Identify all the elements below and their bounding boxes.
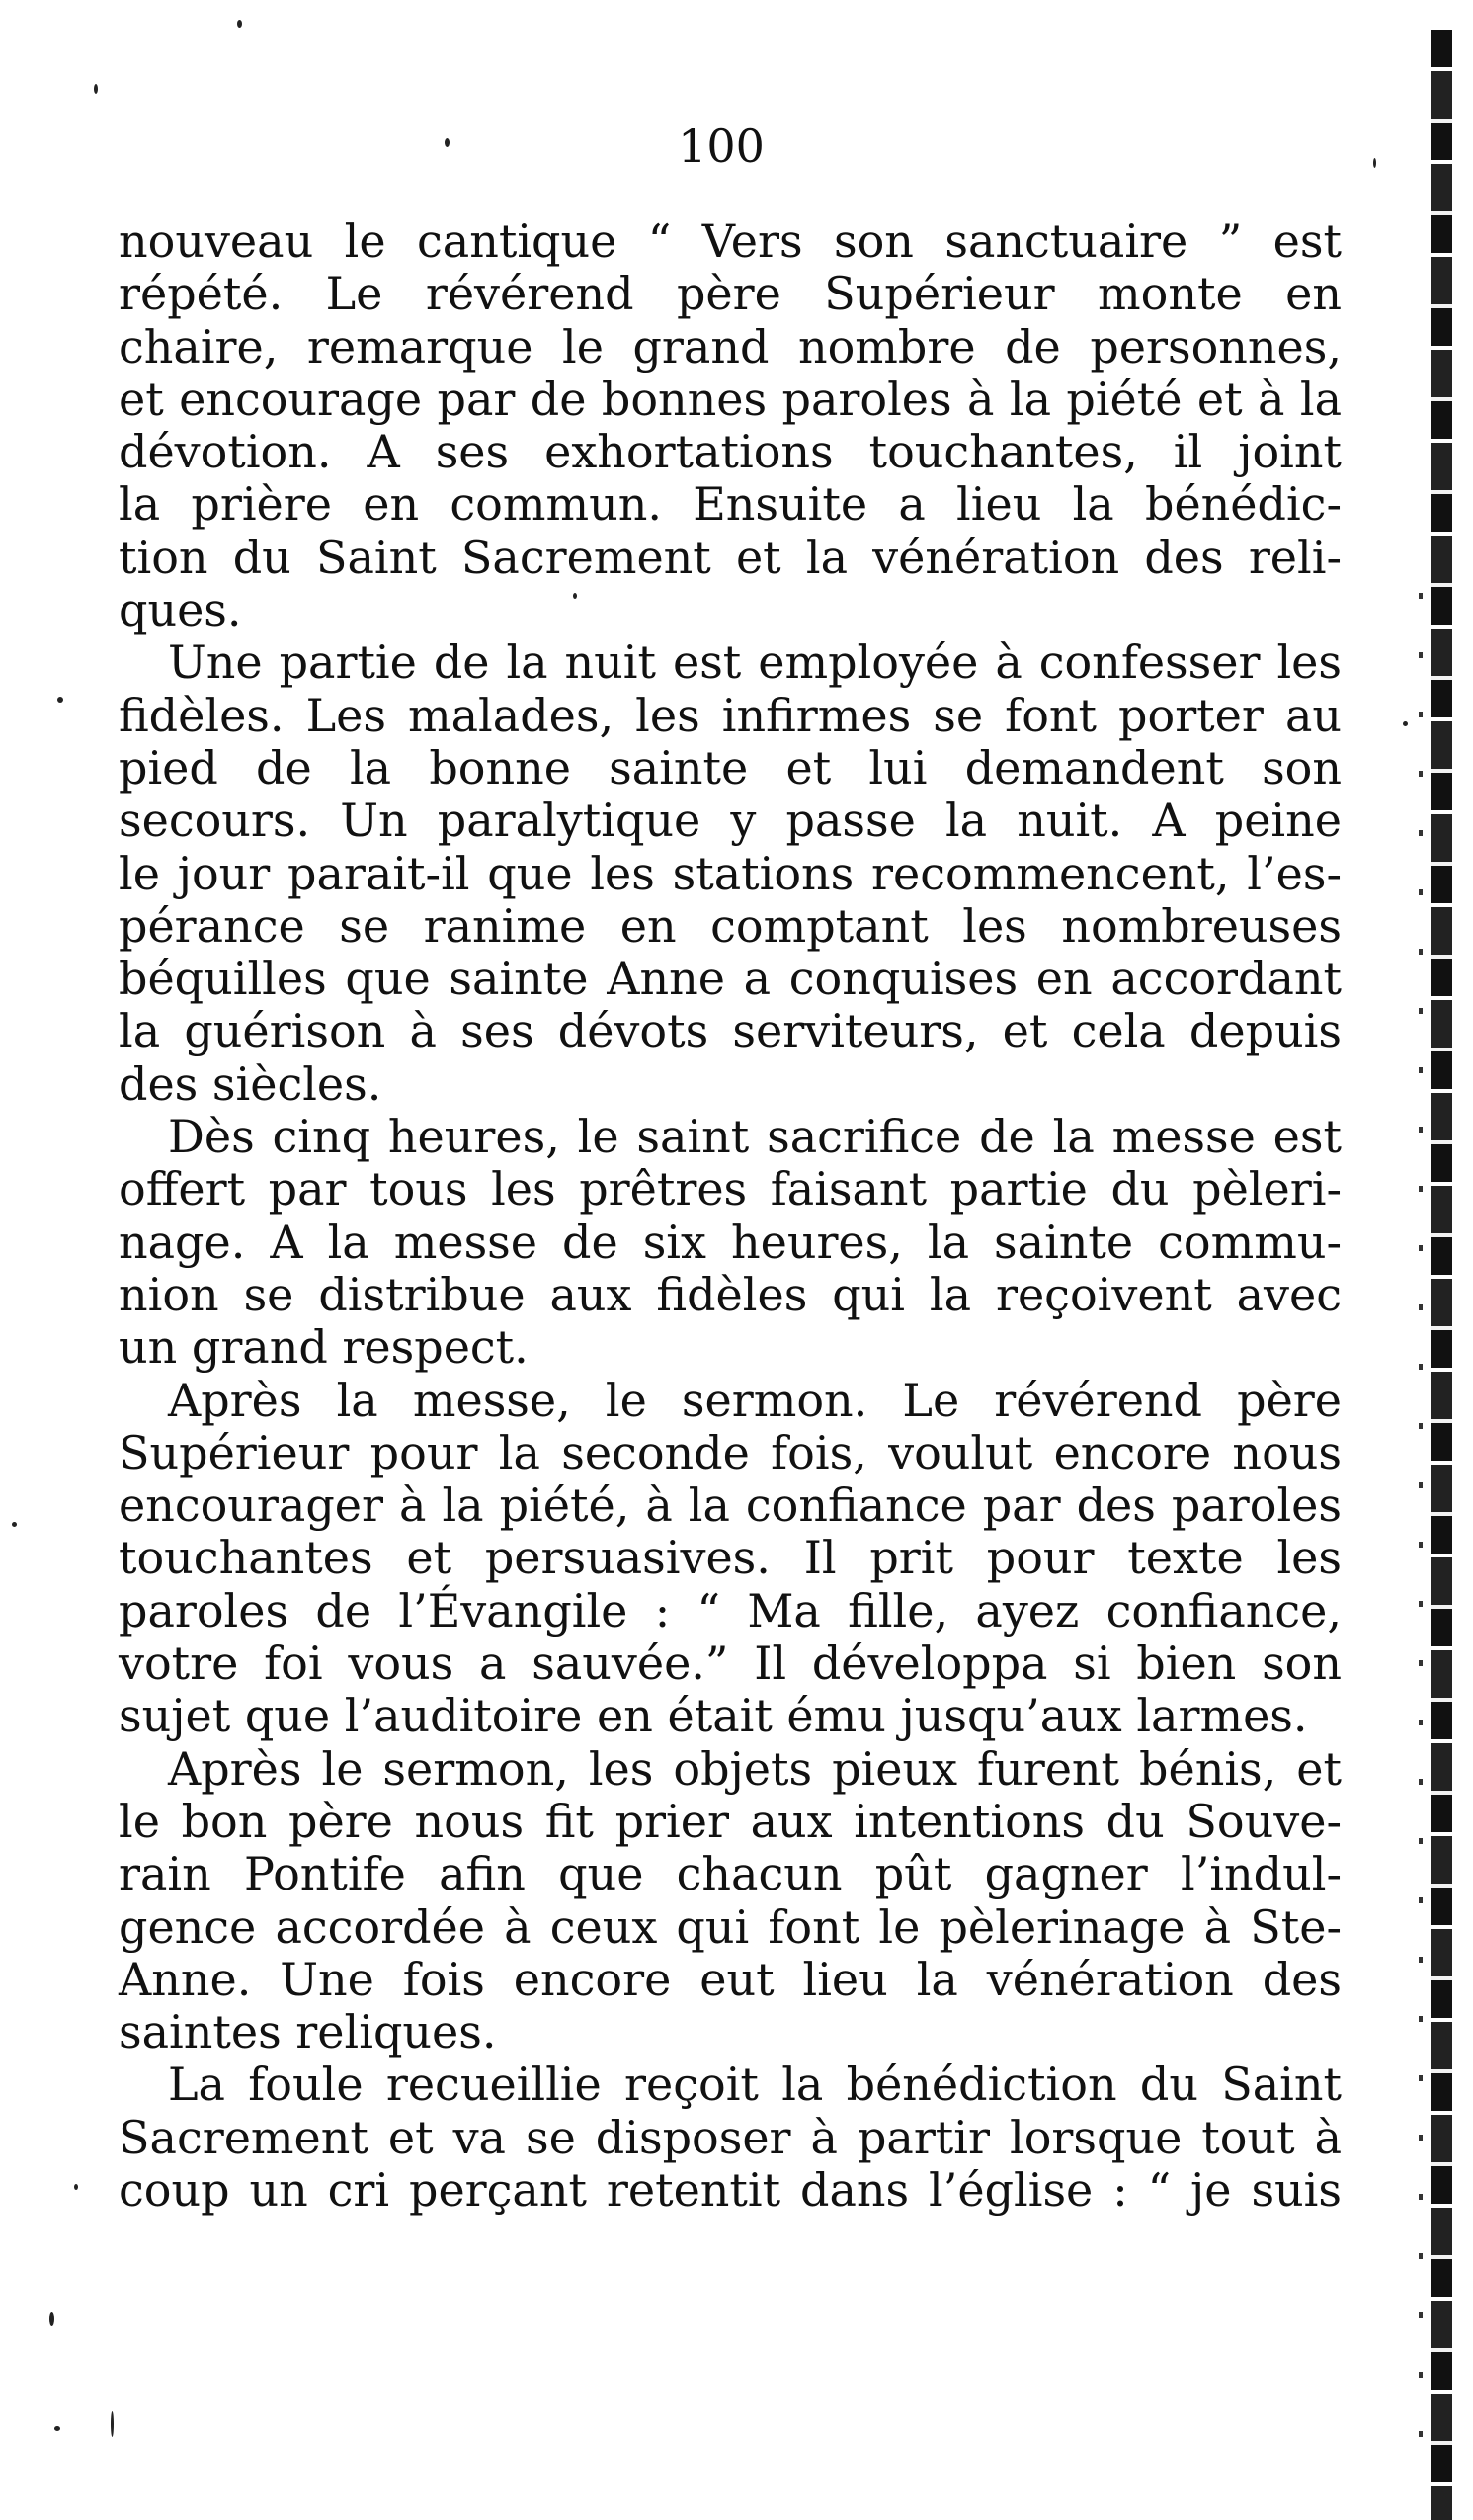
text-line: La foule recueillie reçoit la bénédiction du Saint (168, 2058, 1342, 2112)
scan-speck (573, 593, 577, 599)
text-line: pérance se ranime en comptant les nombreuses (119, 898, 1342, 953)
text-line: chaire, remarque le grand nombre de personnes, (119, 319, 1342, 374)
text-line: nouveau le cantique “ Vers son sanctuaire ” est (119, 214, 1342, 268)
scan-speck (49, 2312, 54, 2326)
text-line: sujet que l’auditoire en était ému jusqu’aux larmes. (119, 1689, 1308, 1743)
scan-speck (54, 2426, 60, 2431)
text-line: Sacrement et va se disposer à partir lorsque tout à (119, 2110, 1342, 2164)
text-line: tion du Saint Sacrement et la vénération des reli- (119, 530, 1342, 584)
scan-speck (94, 84, 98, 94)
scan-speck (57, 697, 63, 703)
text-line: le jour parait-il que les stations recommencent, l’es- (119, 846, 1342, 900)
text-line: gence accordée à ceux qui font le pèlerinage à Ste- (119, 1899, 1342, 1954)
text-line: la prière en commun. Ensuite a lieu la bénédic- (119, 477, 1342, 532)
text-line: Anne. Une fois encore eut lieu la vénération des (119, 1952, 1342, 2006)
text-line: et encourage par de bonnes paroles à la piété et à la (119, 372, 1342, 426)
text-line: Supérieur pour la seconde fois, voulut encore nous (119, 1425, 1342, 1479)
text-line: touchantes et persuasives. Il prit pour texte les (119, 1531, 1342, 1585)
text-line: nion se distribue aux fidèles qui la reçoivent avec (119, 1267, 1342, 1321)
text-line: répété. Le révérend père Supérieur monte en (119, 267, 1342, 321)
text-line: Une partie de la nuit est employée à confesser les (168, 635, 1342, 690)
text-line: paroles de l’Évangile : “ Ma fille, ayez confiance, (119, 1583, 1342, 1638)
text-line: coup un cri perçant retentit dans l’église : “ je suis (119, 2162, 1342, 2217)
text-line: le bon père nous fit prier aux intentions du Souve- (119, 1794, 1342, 1848)
text-line: ques. (119, 583, 242, 637)
text-line: Après la messe, le sermon. Le révérend père (168, 1373, 1342, 1427)
text-line: dévotion. A ses exhortations touchantes, il joint (119, 425, 1342, 479)
text-line: nage. A la messe de six heures, la sainte commu- (119, 1215, 1342, 1269)
scan-speck (445, 138, 450, 147)
text-line: pied de la bonne sainte et lui demandent son (119, 740, 1342, 795)
scan-speck (74, 2184, 78, 2190)
page-number: 100 (678, 120, 765, 173)
scan-edge-marks (1419, 593, 1423, 2471)
scan-speck (1403, 721, 1408, 726)
text-line: béquilles que sainte Anne a conquises en accordant (119, 952, 1342, 1006)
text-line: offert par tous les prêtres faisant partie du pèleri- (119, 1162, 1342, 1217)
text-line: secours. Un paralytique y passe la nuit. A peine (119, 794, 1342, 848)
scan-speck (111, 2411, 114, 2437)
text-line: encourager à la piété, à la confiance par des paroles (119, 1478, 1342, 1533)
text-line: Après le sermon, les objets pieux furent bénis, et (168, 1741, 1342, 1796)
text-line: Dès cinq heures, le saint sacrifice de la messe est (168, 1110, 1342, 1164)
scan-speck (1373, 158, 1376, 168)
scan-speck (12, 1522, 17, 1527)
scan-edge-shadow (1431, 30, 1452, 2520)
body-text (119, 215, 1342, 2217)
text-line: fidèles. Les malades, les infirmes se font porter au (119, 688, 1342, 742)
text-line: saintes reliques. (119, 2005, 497, 2059)
text-line: votre foi vous a sauvée.” Il développa si bien son (119, 1637, 1342, 1691)
text-line: la guérison à ses dévots serviteurs, et cela depuis (119, 1004, 1342, 1058)
text-line: des siècles. (119, 1056, 382, 1111)
scan-speck (237, 20, 242, 28)
text-line: rain Pontife afin que chacun pût gagner l’indul- (119, 1847, 1342, 1901)
text-line: un grand respect. (119, 1320, 529, 1375)
